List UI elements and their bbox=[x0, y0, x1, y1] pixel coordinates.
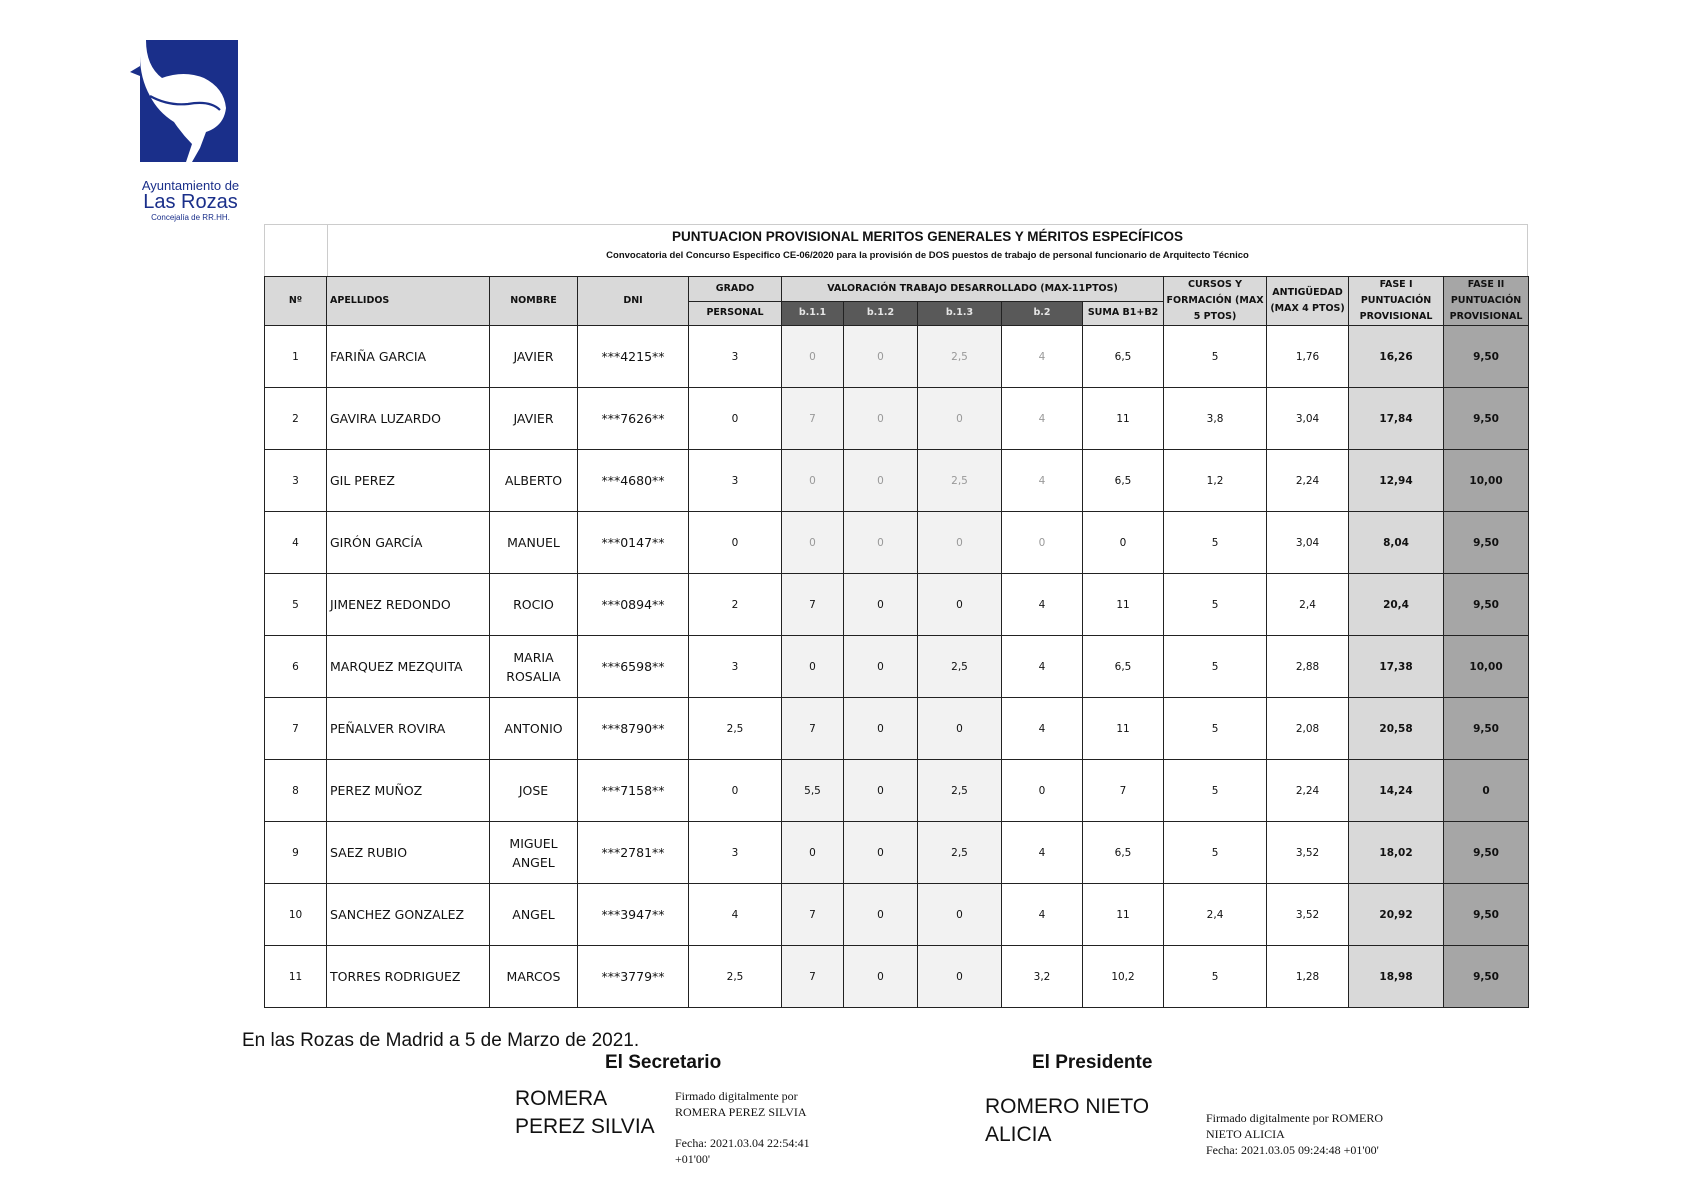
col-header-fase1: FASE I PUNTUACIÓN PROVISIONAL bbox=[1349, 277, 1444, 326]
cell-fase2: 9,50 bbox=[1444, 574, 1529, 636]
cell-b12: 0 bbox=[844, 946, 918, 1008]
cell-apellidos: SAEZ RUBIO bbox=[327, 822, 490, 884]
cell-fase2: 9,50 bbox=[1444, 884, 1529, 946]
col-header-antiguedad: ANTIGÜEDAD (MAX 4 PTOS) bbox=[1267, 277, 1349, 326]
cell-fase1: 20,58 bbox=[1349, 698, 1444, 760]
secretario-signature-date: Fecha: 2021.03.04 22:54:41 +01'00' bbox=[675, 1136, 810, 1166]
cell-b2: 4 bbox=[1002, 884, 1083, 946]
col-header-b12: b.1.2 bbox=[844, 301, 918, 326]
table-row bbox=[265, 450, 1529, 512]
cell-b2: 4 bbox=[1002, 574, 1083, 636]
cell-grado: 3 bbox=[689, 450, 782, 512]
cell-fase2: 10,00 bbox=[1444, 636, 1529, 698]
cell-grado: 3 bbox=[689, 326, 782, 388]
cell-fase2: 9,50 bbox=[1444, 698, 1529, 760]
cell-cursos: 5 bbox=[1164, 574, 1267, 636]
cell-grado: 2,5 bbox=[689, 946, 782, 1008]
cell-apellidos: MARQUEZ MEZQUITA bbox=[327, 636, 490, 698]
cell-fase1: 17,38 bbox=[1349, 636, 1444, 698]
cell-nombre: JAVIER bbox=[490, 326, 578, 388]
cell-b13: 2,5 bbox=[918, 636, 1002, 698]
cell-b13: 2,5 bbox=[918, 822, 1002, 884]
col-header-fase2: FASE II PUNTUACIÓN PROVISIONAL bbox=[1444, 277, 1529, 326]
cell-apellidos: SANCHEZ GONZALEZ bbox=[327, 884, 490, 946]
cell-cursos: 5 bbox=[1164, 946, 1267, 1008]
cell-suma: 11 bbox=[1083, 884, 1164, 946]
cell-b11: 0 bbox=[782, 450, 844, 512]
table-title-block bbox=[264, 224, 1528, 276]
cell-b12: 0 bbox=[844, 388, 918, 450]
cell-b11: 7 bbox=[782, 388, 844, 450]
presidente-signature-name: ROMERO NIETO ALICIA bbox=[985, 1095, 1150, 1146]
cell-b13: 0 bbox=[918, 698, 1002, 760]
cell-b2: 4 bbox=[1002, 388, 1083, 450]
cell-grado: 3 bbox=[689, 822, 782, 884]
cell-b2: 4 bbox=[1002, 636, 1083, 698]
cell-fase1: 14,24 bbox=[1349, 760, 1444, 822]
cell-fase1: 8,04 bbox=[1349, 512, 1444, 574]
cell-b11: 7 bbox=[782, 574, 844, 636]
col-header-b13: b.1.3 bbox=[918, 301, 1002, 326]
cell-b2: 3,2 bbox=[1002, 946, 1083, 1008]
cell-grado: 3 bbox=[689, 636, 782, 698]
cell-dni: ***4680** bbox=[578, 450, 689, 512]
cell-cursos: 5 bbox=[1164, 512, 1267, 574]
cell-dni: ***0894** bbox=[578, 574, 689, 636]
cell-apellidos: JIMENEZ REDONDO bbox=[327, 574, 490, 636]
col-header-b11: b.1.1 bbox=[782, 301, 844, 326]
cell-fase1: 20,92 bbox=[1349, 884, 1444, 946]
cell-b11: 0 bbox=[782, 512, 844, 574]
cell-cursos: 5 bbox=[1164, 698, 1267, 760]
col-header-cursos: CURSOS Y FORMACIÓN (MAX 5 PTOS) bbox=[1164, 277, 1267, 326]
cell-n: 11 bbox=[265, 946, 327, 1008]
cell-suma: 0 bbox=[1083, 512, 1164, 574]
cell-grado: 4 bbox=[689, 884, 782, 946]
cell-antiguedad: 2,88 bbox=[1267, 636, 1349, 698]
col-header-valoracion: VALORACIÓN TRABAJO DESARROLLADO (MAX-11PTOS) bbox=[782, 277, 1164, 302]
cell-dni: ***0147** bbox=[578, 512, 689, 574]
cell-n: 5 bbox=[265, 574, 327, 636]
cell-suma: 6,5 bbox=[1083, 450, 1164, 512]
secretario-signature-note: Firmado digitalmente por ROMERA PEREZ SILVIA bbox=[675, 1089, 807, 1119]
cell-b2: 4 bbox=[1002, 698, 1083, 760]
cell-b13: 0 bbox=[918, 388, 1002, 450]
secretario-signature-name: ROMERA PEREZ SILVIA bbox=[515, 1087, 655, 1138]
table-row bbox=[265, 822, 1529, 884]
cell-grado: 0 bbox=[689, 388, 782, 450]
logo bbox=[128, 26, 248, 222]
cell-b11: 7 bbox=[782, 946, 844, 1008]
table-row bbox=[265, 760, 1529, 822]
cell-b13: 0 bbox=[918, 512, 1002, 574]
cell-grado: 0 bbox=[689, 512, 782, 574]
cell-cursos: 2,4 bbox=[1164, 884, 1267, 946]
cell-nombre: MIGUEL ANGEL bbox=[490, 822, 578, 884]
cell-b11: 7 bbox=[782, 884, 844, 946]
cell-fase1: 18,98 bbox=[1349, 946, 1444, 1008]
table-row bbox=[265, 636, 1529, 698]
cell-fase1: 18,02 bbox=[1349, 822, 1444, 884]
cell-antiguedad: 2,24 bbox=[1267, 760, 1349, 822]
cell-dni: ***4215** bbox=[578, 326, 689, 388]
cell-antiguedad: 2,24 bbox=[1267, 450, 1349, 512]
col-header-personal: PERSONAL bbox=[689, 301, 782, 326]
cell-n: 1 bbox=[265, 326, 327, 388]
cell-suma: 7 bbox=[1083, 760, 1164, 822]
cell-cursos: 5 bbox=[1164, 636, 1267, 698]
cell-antiguedad: 3,04 bbox=[1267, 512, 1349, 574]
cell-fase1: 20,4 bbox=[1349, 574, 1444, 636]
page-title: PUNTUACION PROVISIONAL MERITOS GENERALES Y MÉRITOS ESPECÍFICOS bbox=[671, 229, 1184, 244]
logo-line1: Ayuntamiento de bbox=[141, 178, 240, 193]
cell-dni: ***3779** bbox=[578, 946, 689, 1008]
cell-fase2: 9,50 bbox=[1444, 512, 1529, 574]
cell-b12: 0 bbox=[844, 884, 918, 946]
cell-dni: ***8790** bbox=[578, 698, 689, 760]
cell-b2: 4 bbox=[1002, 822, 1083, 884]
cell-fase2: 0 bbox=[1444, 760, 1529, 822]
cell-b11: 0 bbox=[782, 326, 844, 388]
cell-b13: 2,5 bbox=[918, 326, 1002, 388]
scores-table bbox=[264, 276, 1529, 1008]
cell-antiguedad: 3,52 bbox=[1267, 884, 1349, 946]
cell-b13: 0 bbox=[918, 946, 1002, 1008]
cell-nombre: JAVIER bbox=[490, 388, 578, 450]
cell-suma: 10,2 bbox=[1083, 946, 1164, 1008]
cell-dni: ***7158** bbox=[578, 760, 689, 822]
cell-fase2: 9,50 bbox=[1444, 326, 1529, 388]
logo-line3: Concejalía de RR.HH. bbox=[151, 213, 230, 222]
cell-b12: 0 bbox=[844, 512, 918, 574]
cell-nombre: ANTONIO bbox=[490, 698, 578, 760]
cell-suma: 11 bbox=[1083, 574, 1164, 636]
cell-antiguedad: 3,04 bbox=[1267, 388, 1349, 450]
presidente-signature-note: Firmado digitalmente por ROMERO NIETO ALICIA bbox=[1206, 1111, 1383, 1141]
cell-nombre: JOSE bbox=[490, 760, 578, 822]
table-row bbox=[265, 512, 1529, 574]
table-row bbox=[265, 388, 1529, 450]
cell-cursos: 5 bbox=[1164, 326, 1267, 388]
col-header-grado: GRADO bbox=[689, 277, 782, 302]
logo-line2: Las Rozas bbox=[143, 191, 238, 213]
table-row bbox=[265, 574, 1529, 636]
cell-fase2: 9,50 bbox=[1444, 388, 1529, 450]
cell-n: 3 bbox=[265, 450, 327, 512]
cell-grado: 0 bbox=[689, 760, 782, 822]
cell-b11: 0 bbox=[782, 636, 844, 698]
cell-b12: 0 bbox=[844, 326, 918, 388]
cell-fase1: 16,26 bbox=[1349, 326, 1444, 388]
cell-b2: 4 bbox=[1002, 326, 1083, 388]
cell-b12: 0 bbox=[844, 760, 918, 822]
cell-suma: 6,5 bbox=[1083, 822, 1164, 884]
cell-dni: ***6598** bbox=[578, 636, 689, 698]
table-row bbox=[265, 946, 1529, 1008]
cell-antiguedad: 1,28 bbox=[1267, 946, 1349, 1008]
cell-suma: 11 bbox=[1083, 698, 1164, 760]
cell-b2: 0 bbox=[1002, 512, 1083, 574]
cell-antiguedad: 2,4 bbox=[1267, 574, 1349, 636]
cell-apellidos: PEREZ MUÑOZ bbox=[327, 760, 490, 822]
cell-dni: ***7626** bbox=[578, 388, 689, 450]
cell-dni: ***3947** bbox=[578, 884, 689, 946]
cell-n: 8 bbox=[265, 760, 327, 822]
cell-apellidos: GIL PEREZ bbox=[327, 450, 490, 512]
cell-suma: 6,5 bbox=[1083, 326, 1164, 388]
cell-b13: 0 bbox=[918, 574, 1002, 636]
cell-n: 4 bbox=[265, 512, 327, 574]
cell-antiguedad: 2,08 bbox=[1267, 698, 1349, 760]
cell-fase1: 12,94 bbox=[1349, 450, 1444, 512]
cell-b11: 0 bbox=[782, 822, 844, 884]
cell-b12: 0 bbox=[844, 698, 918, 760]
cell-fase1: 17,84 bbox=[1349, 388, 1444, 450]
cell-n: 6 bbox=[265, 636, 327, 698]
cell-grado: 2,5 bbox=[689, 698, 782, 760]
cell-fase2: 10,00 bbox=[1444, 450, 1529, 512]
table-row bbox=[265, 884, 1529, 946]
cell-apellidos: TORRES RODRIGUEZ bbox=[327, 946, 490, 1008]
presidente-title: El Presidente bbox=[1032, 1052, 1153, 1073]
col-header-b2: b.2 bbox=[1002, 301, 1083, 326]
cell-cursos: 5 bbox=[1164, 760, 1267, 822]
cell-suma: 6,5 bbox=[1083, 636, 1164, 698]
cell-fase2: 9,50 bbox=[1444, 946, 1529, 1008]
scores-table-container bbox=[264, 224, 1528, 1008]
cell-n: 7 bbox=[265, 698, 327, 760]
cell-fase2: 9,50 bbox=[1444, 822, 1529, 884]
cell-nombre: ROCIO bbox=[490, 574, 578, 636]
cell-b13: 2,5 bbox=[918, 760, 1002, 822]
cell-n: 2 bbox=[265, 388, 327, 450]
cell-cursos: 3,8 bbox=[1164, 388, 1267, 450]
heron-logo-icon bbox=[128, 26, 248, 176]
cell-nombre: MARIA ROSALIA bbox=[490, 636, 578, 698]
cell-apellidos: GAVIRA LUZARDO bbox=[327, 388, 490, 450]
table-row bbox=[265, 698, 1529, 760]
cell-cursos: 5 bbox=[1164, 822, 1267, 884]
cell-apellidos: PEÑALVER ROVIRA bbox=[327, 698, 490, 760]
cell-antiguedad: 1,76 bbox=[1267, 326, 1349, 388]
col-header-nombre: NOMBRE bbox=[490, 277, 578, 326]
col-header-n: Nº bbox=[265, 277, 327, 326]
cell-cursos: 1,2 bbox=[1164, 450, 1267, 512]
cell-b12: 0 bbox=[844, 636, 918, 698]
col-header-suma: SUMA B1+B2 bbox=[1083, 301, 1164, 326]
cell-apellidos: FARIÑA GARCIA bbox=[327, 326, 490, 388]
cell-nombre: MARCOS bbox=[490, 946, 578, 1008]
cell-nombre: ALBERTO bbox=[490, 450, 578, 512]
cell-b13: 2,5 bbox=[918, 450, 1002, 512]
cell-nombre: ANGEL bbox=[490, 884, 578, 946]
cell-antiguedad: 3,52 bbox=[1267, 822, 1349, 884]
cell-n: 9 bbox=[265, 822, 327, 884]
cell-grado: 2 bbox=[689, 574, 782, 636]
cell-dni: ***2781** bbox=[578, 822, 689, 884]
page-subtitle: Convocatoria del Concurso Especifico CE-06/2020 para la provisión de DOS puestos de trabajo de personal funcionario de Arquitecto Técnico bbox=[606, 250, 1249, 261]
col-header-dni: DNI bbox=[578, 277, 689, 326]
cell-suma: 11 bbox=[1083, 388, 1164, 450]
cell-b12: 0 bbox=[844, 574, 918, 636]
place-date: En las Rozas de Madrid a 5 de Marzo de 2021. bbox=[242, 1030, 640, 1051]
cell-b11: 7 bbox=[782, 698, 844, 760]
cell-n: 10 bbox=[265, 884, 327, 946]
cell-b11: 5,5 bbox=[782, 760, 844, 822]
cell-nombre: MANUEL bbox=[490, 512, 578, 574]
cell-b13: 0 bbox=[918, 884, 1002, 946]
cell-b12: 0 bbox=[844, 822, 918, 884]
table-row bbox=[265, 326, 1529, 388]
cell-b2: 4 bbox=[1002, 450, 1083, 512]
cell-b2: 0 bbox=[1002, 760, 1083, 822]
secretario-title: El Secretario bbox=[605, 1052, 722, 1073]
col-header-apellidos: APELLIDOS bbox=[327, 277, 490, 326]
presidente-signature-date: Fecha: 2021.03.05 09:24:48 +01'00' bbox=[1206, 1143, 1379, 1157]
cell-b12: 0 bbox=[844, 450, 918, 512]
cell-apellidos: GIRÓN GARCÍA bbox=[327, 512, 490, 574]
